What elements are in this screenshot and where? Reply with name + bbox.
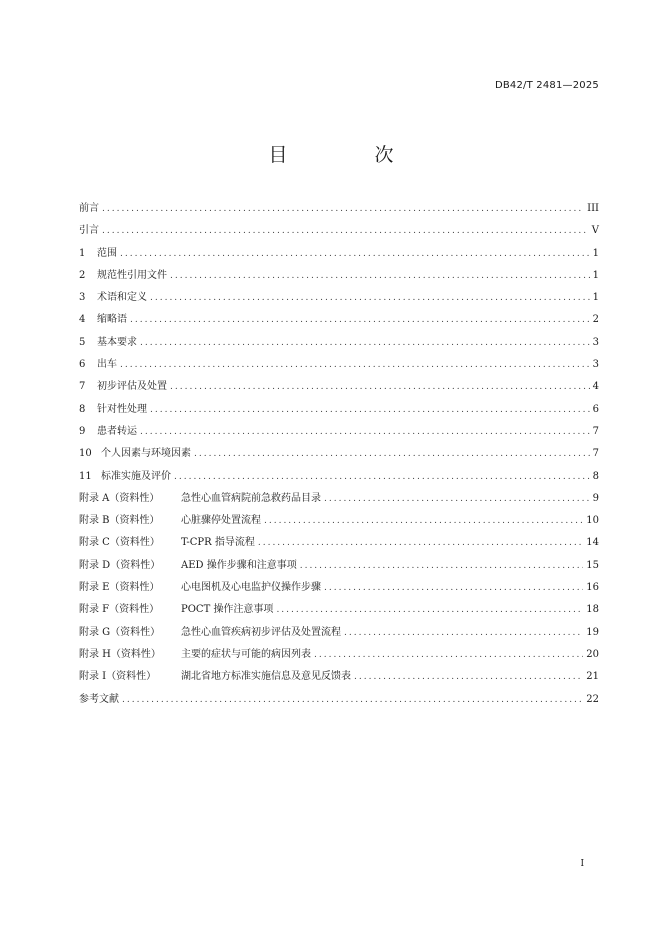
- toc-entry-number: 4: [79, 314, 86, 326]
- toc-page-number: 7: [592, 448, 599, 460]
- toc-entry[interactable]: [79, 422, 599, 444]
- toc-dot-leader: [170, 271, 590, 281]
- toc-entry-number: 9: [79, 425, 86, 437]
- toc-page-number: 1: [592, 247, 599, 259]
- toc-entry[interactable]: [79, 556, 599, 578]
- toc-entry-title: 出车: [97, 359, 117, 371]
- toc-page-number: 21: [586, 671, 599, 683]
- toc-dot-leader: [170, 382, 590, 392]
- toc-page-number: 3: [592, 336, 599, 348]
- toc-entry-title: 湖北省地方标准实施信息及意见反馈表: [181, 671, 351, 683]
- toc-dot-leader: [140, 427, 590, 437]
- toc-dot-leader: [174, 472, 590, 482]
- toc-dot-leader: [314, 650, 583, 660]
- toc-entry[interactable]: [79, 400, 599, 422]
- toc-entry-title: 范围: [97, 247, 117, 259]
- toc-entry-title: 参考文献: [79, 693, 119, 705]
- toc-appendix-label: 附录 D（资料性）: [79, 559, 161, 571]
- toc-page-number: 1: [592, 269, 599, 281]
- toc-entry-title: T-CPR 指导流程: [181, 537, 255, 549]
- toc-entry-number: 10: [79, 448, 92, 460]
- toc-page-number: 1: [592, 292, 599, 304]
- toc-appendix-label: 附录 F（资料性）: [79, 604, 160, 616]
- toc-entry-number: 3: [79, 292, 86, 304]
- toc-dot-leader: [140, 338, 590, 348]
- toc-appendix-label: 附录 H（资料性）: [79, 648, 161, 660]
- toc-entry[interactable]: [79, 199, 599, 221]
- toc-dot-leader: [324, 494, 590, 504]
- toc-page-number: 4: [592, 381, 599, 393]
- toc-entry-number: 1: [79, 247, 86, 259]
- toc-entry-title: 基本要求: [97, 336, 137, 348]
- toc-entry-title: AED 操作步骤和注意事项: [181, 559, 297, 571]
- toc-dot-leader: [102, 204, 584, 214]
- toc-entry[interactable]: [79, 333, 599, 355]
- toc-entry[interactable]: [79, 511, 599, 533]
- toc-entry-title: 缩略语: [97, 314, 127, 326]
- toc-page-number: 18: [586, 604, 599, 616]
- toc-page-number: 15: [586, 559, 599, 571]
- toc-dot-leader: [102, 226, 589, 236]
- toc-dot-leader: [300, 561, 584, 571]
- toc-entry-number: 8: [79, 403, 86, 415]
- toc-page-number: V: [591, 225, 599, 237]
- toc-page-number: 7: [592, 425, 599, 437]
- toc-entry[interactable]: [79, 467, 599, 489]
- table-of-contents: [79, 199, 599, 712]
- toc-entry[interactable]: [79, 533, 599, 555]
- toc-dot-leader: [324, 583, 583, 593]
- toc-entry-title: 规范性引用文件: [97, 269, 167, 281]
- document-code: DB42/T 2481—2025: [494, 80, 599, 91]
- toc-entry-title: 心脏骤停处置流程: [181, 515, 261, 527]
- toc-entry[interactable]: [79, 221, 599, 243]
- toc-page-number: 19: [586, 626, 599, 638]
- toc-entry-title: 急性心血管病院前急救药品目录: [181, 492, 321, 504]
- toc-dot-leader: [150, 293, 590, 303]
- toc-entry-number: 6: [79, 359, 86, 371]
- toc-entry[interactable]: [79, 600, 599, 622]
- toc-page-number: 10: [586, 515, 599, 527]
- toc-appendix-label: 附录 C（资料性）: [79, 537, 160, 549]
- toc-page-number: 20: [586, 648, 599, 660]
- toc-entry-title: 引言: [79, 225, 99, 237]
- toc-entry-title: 前言: [79, 203, 99, 214]
- toc-entry[interactable]: [79, 667, 599, 689]
- toc-dot-leader: [344, 628, 583, 638]
- toc-dot-leader: [258, 538, 583, 548]
- toc-entry[interactable]: [79, 377, 599, 399]
- toc-appendix-label: 附录 B（资料性）: [79, 515, 160, 527]
- toc-page-number: 22: [586, 693, 599, 705]
- toc-entry-title: 个人因素与环境因素: [101, 448, 191, 460]
- toc-dot-leader: [264, 516, 583, 526]
- toc-appendix-label: 附录 A（资料性）: [79, 492, 160, 504]
- toc-entry[interactable]: [79, 645, 599, 667]
- toc-entry[interactable]: [79, 690, 599, 712]
- toc-appendix-label: 附录 E（资料性）: [79, 582, 160, 594]
- toc-entry-number: 7: [79, 381, 86, 393]
- toc-entry[interactable]: [79, 310, 599, 332]
- toc-dot-leader: [122, 695, 583, 705]
- toc-entry-title: 心电图机及心电监护仪操作步骤: [181, 582, 321, 594]
- toc-entry-number: 5: [79, 336, 86, 348]
- toc-entry-number: 11: [79, 470, 92, 482]
- toc-entry[interactable]: [79, 288, 599, 310]
- toc-entry-title: 术语和定义: [97, 292, 147, 304]
- footer-page-number: I: [580, 859, 584, 869]
- toc-entry[interactable]: [79, 355, 599, 377]
- toc-page-number: 2: [592, 314, 599, 326]
- toc-entry[interactable]: [79, 266, 599, 288]
- toc-entry-title: 患者转运: [97, 425, 137, 437]
- toc-entry-title: 针对性处理: [97, 403, 147, 415]
- toc-entry-title: 急性心血管疾病初步评估及处置流程: [181, 626, 341, 638]
- toc-appendix-label: 附录 G（资料性）: [79, 626, 161, 638]
- toc-dot-leader: [120, 249, 590, 259]
- toc-entry[interactable]: [79, 578, 599, 600]
- toc-appendix-label: 附录 I（资料性）: [79, 671, 157, 683]
- toc-entry-number: 2: [79, 269, 86, 281]
- toc-entry[interactable]: [79, 244, 599, 266]
- toc-page-number: 6: [592, 403, 599, 415]
- toc-dot-leader: [194, 449, 590, 459]
- toc-page-number: 3: [592, 359, 599, 371]
- toc-page-number: 8: [592, 470, 599, 482]
- toc-entry-title: POCT 操作注意事项: [181, 604, 274, 616]
- toc-dot-leader: [120, 360, 590, 370]
- toc-page-number: III: [587, 203, 599, 214]
- toc-entry-title: 主要的症状与可能的病因列表: [181, 648, 311, 660]
- toc-entry[interactable]: [79, 489, 599, 511]
- toc-entry[interactable]: [79, 623, 599, 645]
- toc-entry[interactable]: [79, 444, 599, 466]
- toc-page-number: 14: [586, 537, 599, 549]
- toc-page-number: 9: [592, 492, 599, 504]
- toc-dot-leader: [276, 605, 583, 615]
- toc-dot-leader: [130, 315, 590, 325]
- toc-dot-leader: [150, 405, 590, 415]
- toc-entry-title: 初步评估及处置: [97, 381, 167, 393]
- toc-page-number: 16: [586, 582, 599, 594]
- page-title: 目 次: [268, 144, 428, 166]
- toc-entry-title: 标准实施及评价: [101, 470, 171, 482]
- toc-dot-leader: [354, 672, 583, 682]
